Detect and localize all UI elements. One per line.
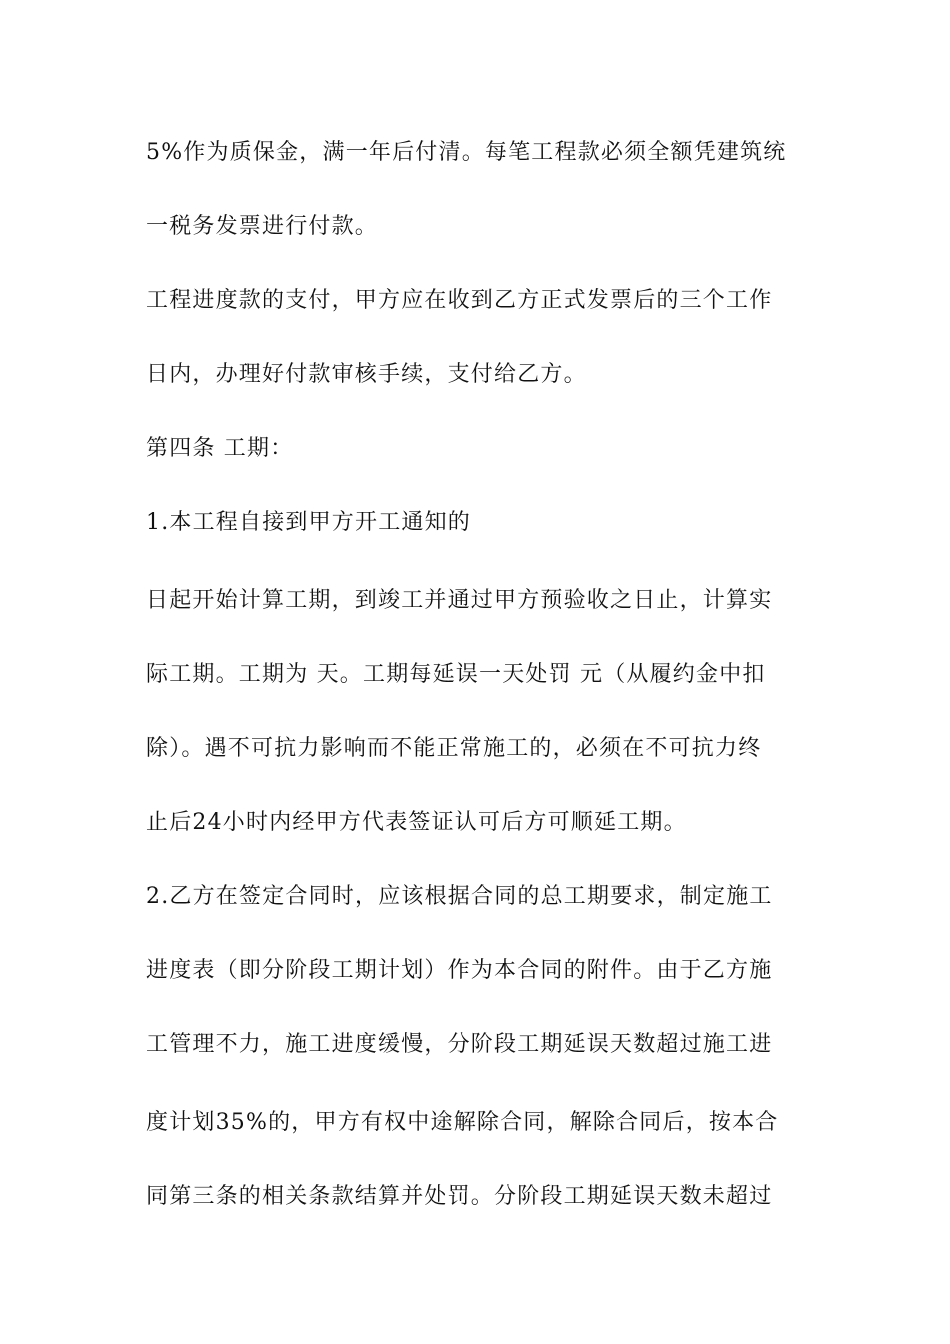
text-line: 2.乙方在签定合同时，应该根据合同的总工期要求，制定施工: [146, 884, 773, 909]
text-line: 除）。遇不可抗力影响而不能正常施工的，必须在不可抗力终: [146, 736, 762, 761]
text-line: 1.本工程自接到甲方开工通知的: [146, 510, 471, 535]
text-line: 一税务发票进行付款。: [146, 214, 379, 239]
text-line: 5%作为质保金，满一年后付清。每笔工程款必须全额凭建筑统: [146, 140, 787, 165]
text-line: 进度表（即分阶段工期计划）作为本合同的附件。由于乙方施: [146, 958, 773, 983]
text-line: 日起开始计算工期，到竣工并通过甲方预验收之日止，计算实: [146, 588, 773, 613]
text-line: 同第三条的相关条款结算并处罚。分阶段工期延误天数未超过: [146, 1184, 773, 1209]
text-line: 止后24小时内经甲方代表签证认可后方可顺延工期。: [146, 810, 687, 835]
text-line: 工管理不力，施工进度缓慢，分阶段工期延误天数超过施工进: [146, 1032, 773, 1057]
section-heading: 第四条 工期：: [146, 436, 294, 461]
text-line: 工程进度款的支付，甲方应在收到乙方正式发票后的三个工作: [146, 288, 773, 313]
text-line: 日内，办理好付款审核手续，支付给乙方。: [146, 362, 587, 387]
text-line: 际工期。工期为 天。工期每延误一天处罚 元（从履约金中扣: [146, 662, 766, 687]
text-line: 度计划35%的，甲方有权中途解除合同，解除合同后，按本合: [146, 1110, 779, 1135]
